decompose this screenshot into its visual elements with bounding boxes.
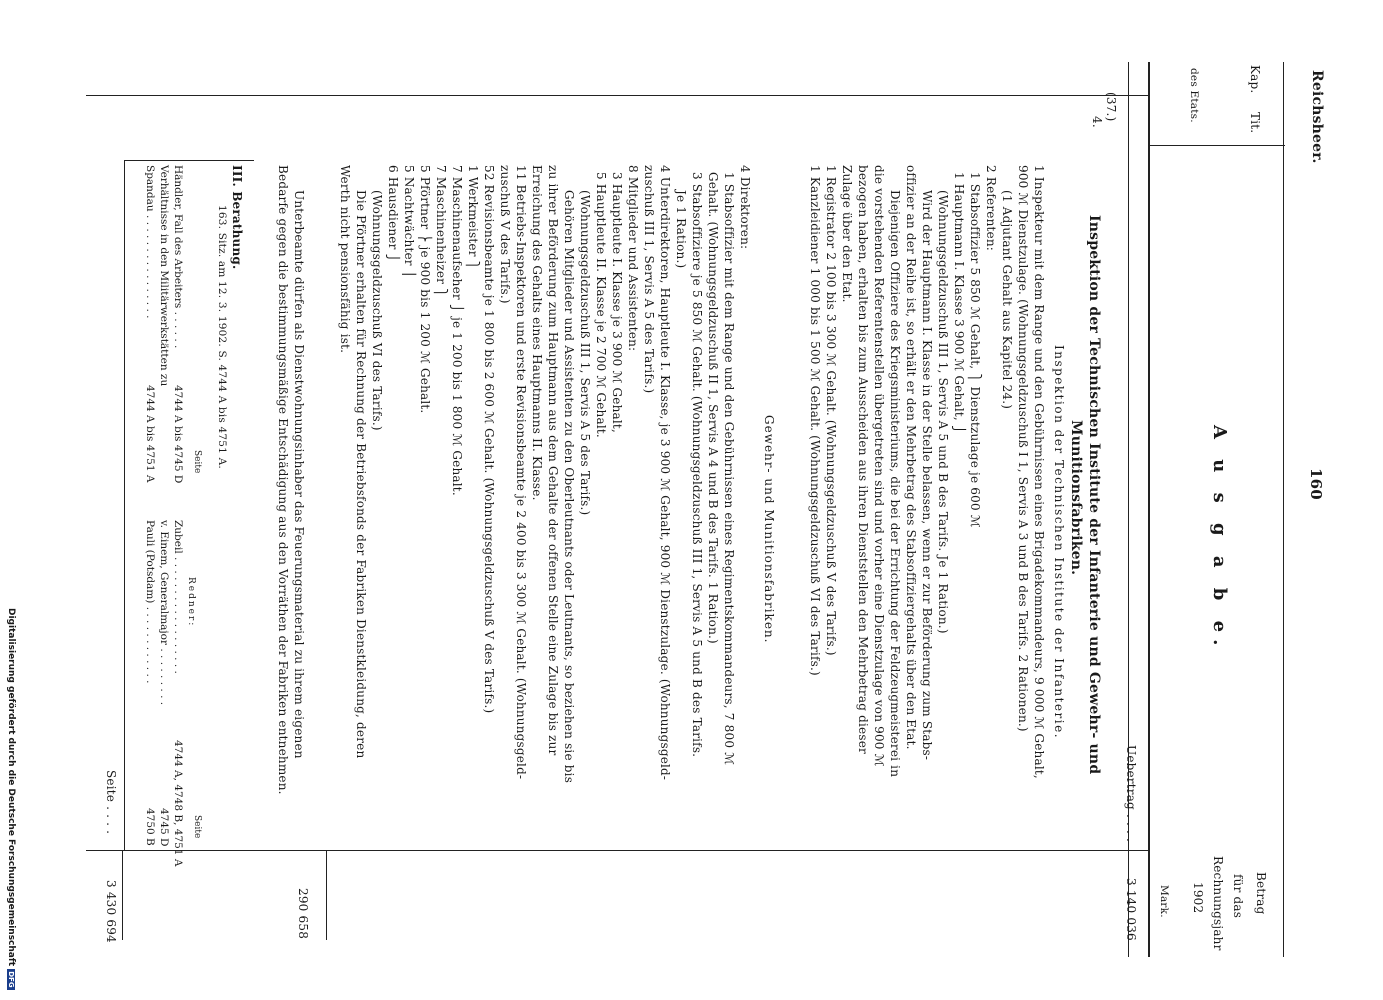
column-header-kap: Kap. <box>1248 65 1262 94</box>
body-line: 1 Stabsoffizier mit dem Range und den Gebührnissen eines Regimentskommandeurs, 7 800 ℳ <box>722 172 736 766</box>
body-line: Gehalt. (Wohnungsgeldzuschuß II 1, Servis A 4 und B des Tarifs. 1 Ration.) <box>706 172 720 644</box>
body-line: (Wohnungsgeldzuschuß III 1, Servis A 5 und B des Tarifs. Je 1 Ration.) <box>936 190 950 634</box>
beratung-seite-header-left: Seite <box>192 450 202 474</box>
body-line: zuschuß V des Tarifs.) <box>498 165 512 304</box>
kap-value: (37.) <box>1104 92 1118 122</box>
body-line: Je 1 Ration.) <box>674 190 688 269</box>
beratung-box-left <box>124 160 125 850</box>
beratung-box-top <box>124 160 254 161</box>
seite-value: 3 430 694 <box>104 880 118 943</box>
body-line: 11 Betriebs-Inspektoren und erste Revisionsbeamte je 2 400 bis 3 300 ℳ Gehalt. (Wohnungsgeld- <box>514 165 528 780</box>
body-line: Erreichung des Gehalts eines Hauptmanns II. Klasse. <box>530 165 544 501</box>
body-line: (Wohnungsgeldzuschuß III 1, Servis A 5 des Tarifs.) <box>578 190 592 516</box>
body-line: 1 Hauptmann I. Klasse 3 900 ℳ Gehalt, ⎭ <box>952 172 966 435</box>
column-header-des-etats: des Etats. <box>1188 68 1200 123</box>
entry-title-line1: Inspektion der Technischen Institute der Infanterie und Gewehr- und <box>1086 215 1102 775</box>
beratung-ref-name: Zubeil . . . . . . . . . . . . . . . . . . <box>172 520 184 674</box>
beratung-ref-name: Verhältnisse in den Militärwerkstätten zu <box>158 165 170 387</box>
body-line: offizier an der Reihe ist, so erhält er den Mehrbetrag des Stabsoffiziergehalts über den Etat. <box>904 165 918 750</box>
column-header-year: 1902 <box>1191 882 1205 914</box>
beratung-ref-page: 4745 D <box>158 808 170 847</box>
running-head: Reichsheer. <box>1309 70 1325 164</box>
body-line: zu ihrer Beförderung zum Hauptmann aus dem Gehalte der offenen Stelle eine Zulage bis zur <box>546 165 560 756</box>
beratung-ref-page: 4744 A bis 4751 A <box>144 385 156 483</box>
body-line: 8 Mitglieder und Assistenten: <box>626 165 640 352</box>
body-line: Wird der Hauptmann I. Klasse in der Stelle belassen, wenn er zur Beförderung zum Stabs- <box>920 190 934 761</box>
footer-credit <box>6 608 16 990</box>
section-heading: A u s g a b e. <box>1209 425 1230 653</box>
beratung-ref-name: Spandau . . . . . . . . . . . . . . . . <box>144 165 156 319</box>
footer-credit-text: Digitalisierung gefördert durch die Deutsche Forschungsgemeinschaft <box>6 608 16 967</box>
body-line: (Wohnungsgeldzuschuß VI des Tarifs.) <box>370 190 384 431</box>
page-right-rule <box>1283 62 1284 957</box>
dfg-logo: DFG <box>7 971 15 988</box>
column-rule-right <box>86 850 1149 851</box>
column-header-fuer-das: für das <box>1231 874 1245 919</box>
body-line: Diejenigen Offiziere des Kriegsministeriums, die bei der Errichtung der Feldzeugmeisterei in <box>888 190 902 778</box>
body-line: 1 Werkmeister ⎫ <box>466 165 480 270</box>
amount-290658: 290 658 <box>296 888 310 940</box>
column-rule-left <box>86 95 1149 96</box>
body-line: 7 Maschinenaufseher ⎭ je 1 200 bis 1 800 ℳ Gehalt. <box>450 165 464 496</box>
beratung-heading: III. Berathung. <box>230 165 244 270</box>
body-line: Werth nicht pensionsfähig ist. <box>338 165 352 354</box>
beratung-ref-page: 4750 B <box>144 808 156 846</box>
column-header-mark: Mark. <box>1158 885 1170 918</box>
column-header-rechnungsjahr: Rechnungsjahr <box>1211 856 1225 951</box>
beratung-ref-name: Pauli (Potsdam) . . . . . . . . . . . . <box>144 520 156 684</box>
page-number: 160 <box>1307 468 1325 500</box>
body-line: Bedarfe gegen die bestimmungsmäßige Entschädigung aus den Vorräthen der Fabriken entnehmen. <box>276 165 290 795</box>
beratung-ref-page: 4744 A bis 4745 D <box>172 385 184 484</box>
body-line: 4 Direktoren: <box>738 165 752 250</box>
uebertrag-value: 3 140 036 <box>1124 878 1138 941</box>
body-line: (1 Adjutant Gehalt aus Kapitel 24.) <box>1000 190 1014 410</box>
beratung-ref-page: 4744 A, 4748 B, 4751 A <box>172 740 184 867</box>
body-line: Gehören Mitglieder und Assistenten zu den Oberleutnants oder Leutnants, so beziehen sie bis <box>562 190 576 784</box>
sub-heading-gewehr: Gewehr- und Munitionsfabriken. <box>762 415 776 644</box>
beratung-sitzung: 163. Sitz. am 12. 3. 1902. S. 4744 A bis 4751 A. <box>216 205 228 469</box>
column-header-betrag: Betrag <box>1254 872 1268 915</box>
beratung-ref-name: v. Einem, Generalmajor . . . . . . . . . <box>158 520 170 706</box>
body-line: 1 Inspekteur mit dem Range und den Gebührnissen eines Brigadekommandeurs, 9 000 ℳ Gehalt, <box>1032 165 1046 779</box>
body-line: 900 ℳ Dienstzulage. (Wohnungsgeldzuschuß I 1, Servis A 3 und B des Tarifs. 2 Rationen.) <box>1016 165 1030 732</box>
tit-value: 4. <box>1090 116 1104 128</box>
body-line: 5 Pförtner ⎬ je 900 bis 1 200 ℳ Gehalt. <box>418 165 432 414</box>
body-line: 5 Hauptleute II. Klasse je 2 700 ℳ Gehalt. <box>594 172 608 438</box>
beratung-redner-header: Redner: <box>186 577 196 628</box>
beratung-seite-header-right: Seite <box>192 815 202 839</box>
sum-rule-1 <box>326 850 327 940</box>
column-header-tit: Tit. <box>1248 112 1262 134</box>
seite-label: Seite . . . . <box>104 770 118 835</box>
body-line: Unterbeamte dürfen als Dienstwohnungsinhaber das Feuerungsmaterial zu ihrem eigenen <box>292 190 306 759</box>
body-line: 5 Nachtwächter ⎪ <box>402 165 416 279</box>
body-line: 1 Stabsoffizier 5 850 ℳ Gehalt, ⎫ Dienstzulage je 600 ℳ <box>968 172 982 528</box>
body-line: bezogen haben, erhalten bis zum Ausscheiden aus ihren Dienststellen den Mehrbetrag dieser <box>856 165 870 754</box>
body-line: Zulage über den Etat. <box>840 165 854 303</box>
body-line: zuschuß III 1, Servis A 5 des Tarifs.) <box>642 165 656 394</box>
body-line: 3 Stabsoffiziere je 5 850 ℳ Gehalt. (Wohnungsgeldzuschuß III 1, Servis A 5 und B des Tarifs. <box>690 172 704 758</box>
body-line: die vorstehenden Referentenstellen übergetreten sind und vorher eine Dienstzulage von 900 ℳ <box>872 165 886 767</box>
top-rule <box>1148 62 1150 957</box>
body-line: Die Pförtner erhalten für Rechnung der Betriebsfonds der Fabriken Dienstkleidung, deren <box>354 190 368 759</box>
uebertrag-label: Uebertrag . . . . <box>1124 745 1138 843</box>
body-line: 2 Referenten: <box>984 165 998 251</box>
sum-rule-2 <box>122 850 123 940</box>
body-line: 6 Hausdiener ⎭ <box>386 165 400 263</box>
column-rule-kap <box>1150 145 1285 146</box>
body-line: 4 Unterdirektoren, Hauptleute I. Klasse, je 3 900 ℳ Gehalt, 900 ℳ Dienstzulage. (Wohnungsgeld- <box>658 165 672 781</box>
body-line: 3 Hauptleute I. Klasse je 3 900 ℳ Gehalt, <box>610 172 624 433</box>
entry-title-line2: Munitionsfabriken. <box>1068 420 1084 576</box>
body-line: 7 Maschinenheizer ⎫ <box>434 165 448 298</box>
body-line: 52 Revisionsbeamte je 1 800 bis 2 600 ℳ Gehalt. (Wohnungsgeldzuschuß V des Tarifs.) <box>482 165 496 714</box>
sub-heading-inspektion: Inspektion der Technischen Institute der Infanterie. <box>1052 345 1066 740</box>
body-line: 1 Kanzleidiener 1 000 bis 1 500 ℳ Gehalt. (Wohnungsgeldzuschuß VI des Tarifs.) <box>808 165 822 676</box>
body-line: 1 Registrator 2 100 bis 3 300 ℳ Gehalt. (Wohnungsgeldzuschuß V des Tarifs.) <box>824 165 838 656</box>
beratung-ref-name: Händler, Fall des Arbeiters . . . . . . <box>172 165 184 349</box>
